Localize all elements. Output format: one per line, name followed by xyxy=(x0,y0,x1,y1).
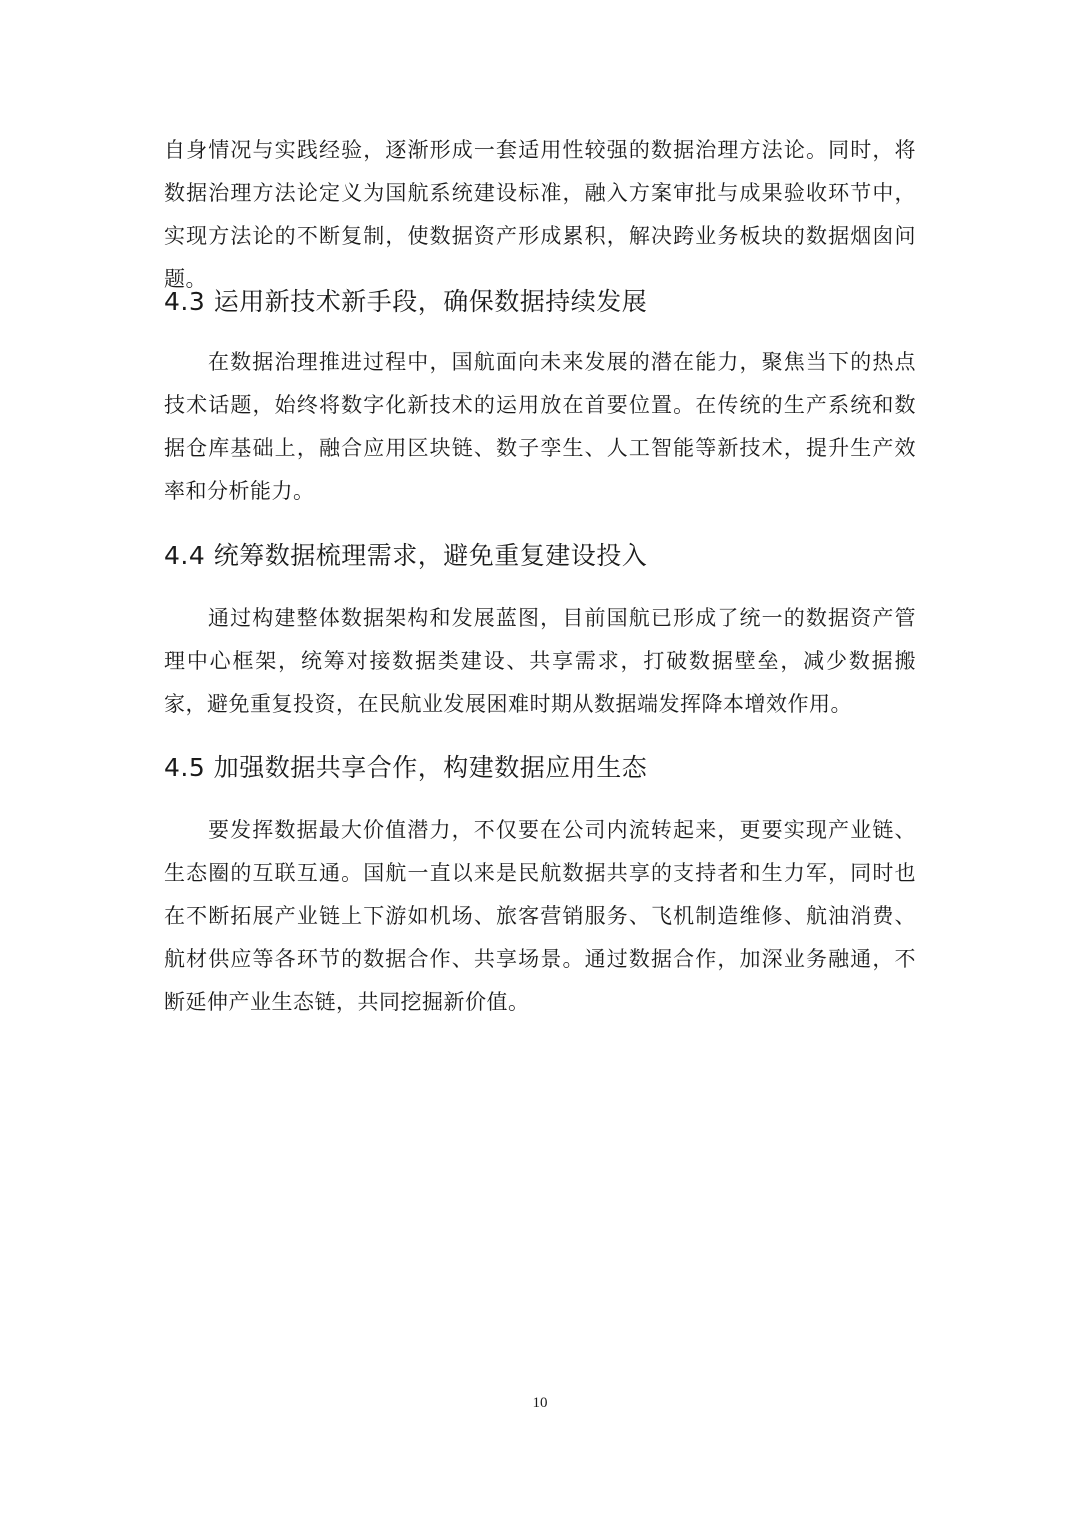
intro-paragraph: 自身情况与实践经验，逐渐形成一套适用性较强的数据治理方法论。同时，将数据治理方法论定义为国航系统建设标准，融入方案审批与成果验收环节中，实现方法论的不断复制，使数据资产形成累积，解决跨业务板块的数据烟囱问题。 xyxy=(164,138,916,291)
section-body-4-4: 通过构建整体数据架构和发展蓝图，目前国航已形成了统一的数据资产管理中心框架，统筹对接数据类建设、共享需求，打破数据壁垒，减少数据搬家，避免重复投资，在民航业发展困难时期从数据端发挥降本增效作用。 xyxy=(164,606,916,716)
section-heading-4-4: 4.4 统筹数据梳理需求，避免重复建设投入 xyxy=(164,541,648,570)
section-body-4-3: 在数据治理推进过程中，国航面向未来发展的潜在能力，聚焦当下的热点技术话题，始终将数字化新技术的运用放在首要位置。在传统的生产系统和数据仓库基础上，融合应用区块链、数子孪生、人工智能等新技术，提升生产效率和分析能力。 xyxy=(164,350,916,503)
section-body-4-5: 要发挥数据最大价值潜力，不仅要在公司内流转起来，更要实现产业链、生态圈的互联互通。国航一直以来是民航数据共享的支持者和生力军，同时也在不断拓展产业链上下游如机场、旅客营销服务、飞机制造维修、航油消费、航材供应等各环节的数据合作、共享场景。通过数据合作，加深业务融通，不断延伸产业生态链，共同挖掘新价值。 xyxy=(164,818,916,1014)
page-number: 10 xyxy=(532,1395,548,1411)
section-heading-4-3: 4.3 运用新技术新手段，确保数据持续发展 xyxy=(164,287,648,316)
section-heading-4-5: 4.5 加强数据共享合作，构建数据应用生态 xyxy=(164,753,648,782)
